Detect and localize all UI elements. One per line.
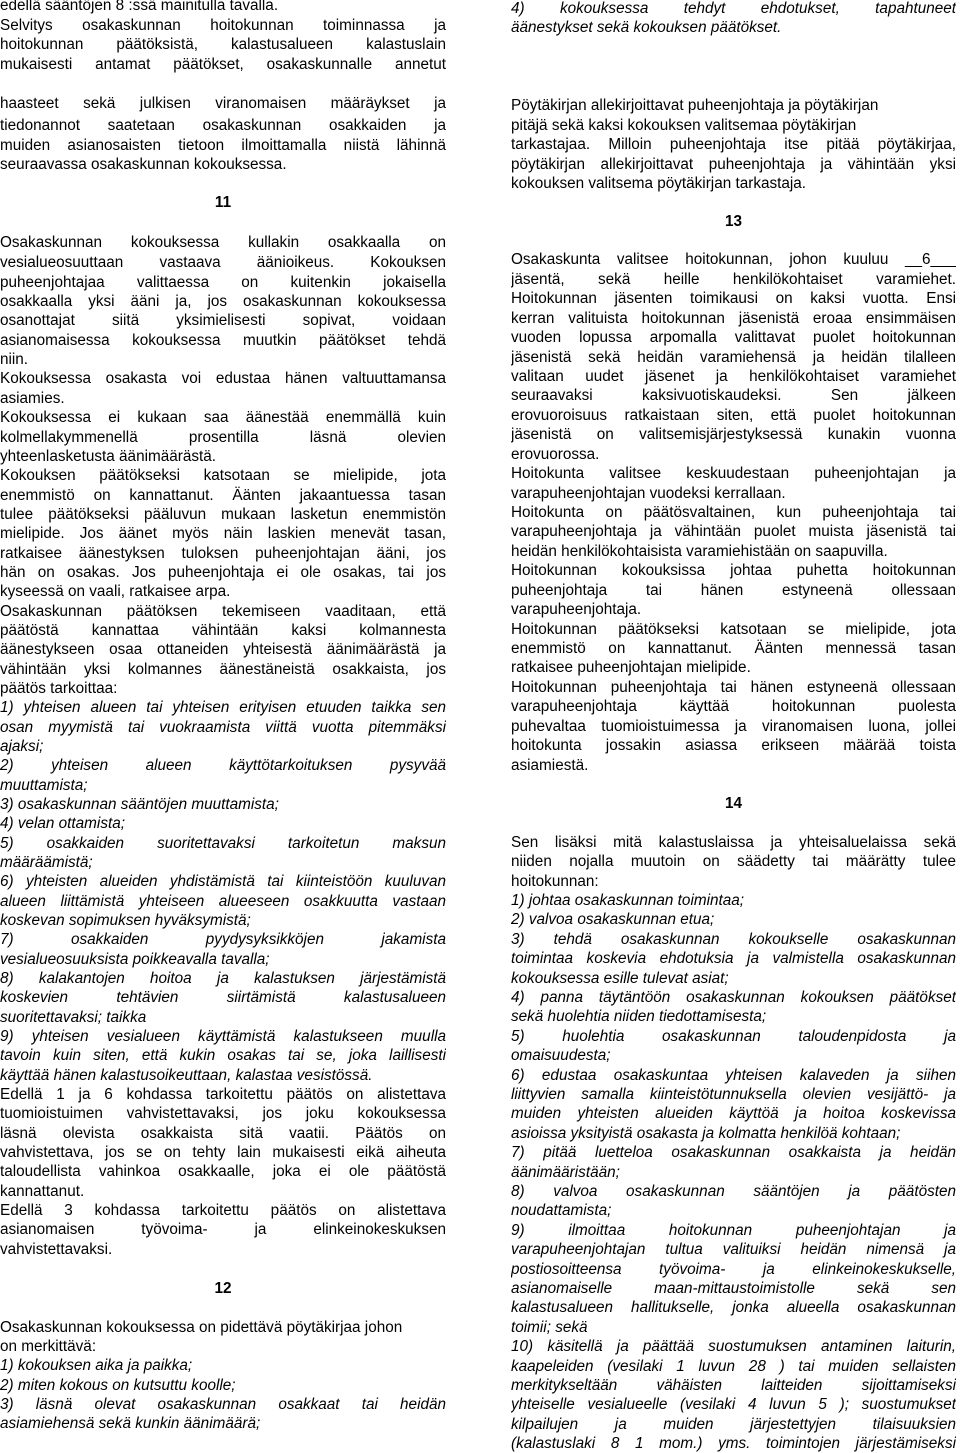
text-line: 5) huolehtia osakaskunnan taloudenpidosta ja [511, 1028, 956, 1045]
text-line: kannattanut. [0, 1183, 85, 1200]
text-line: varapuheenjohtajan vuodeksi kerrallaan. [511, 485, 786, 502]
text-line: toimii; sekä [511, 1319, 588, 1336]
text-line: noudattamista; [511, 1202, 612, 1219]
text-line: 4) kokouksessa tehdyt ehdotukset, tapahtuneet [511, 0, 956, 17]
text-line: kokouksessa esille tulevat asiat; [511, 970, 729, 987]
text-line: Osakaskunnan kokouksessa on pidettävä pöytäkirjaa johon [0, 1319, 403, 1336]
text-line: 1) yhteisen alueen tai yhteisen erityisen etuuden taikka sen [0, 699, 446, 716]
text-line: Kokouksessa ei kukaan saa äänestää enemmällä kuin [0, 409, 446, 426]
text-line: tavoin kuin siten, että kukin osakas tai se, joka laillisesti [0, 1047, 446, 1064]
text-line: osakkaalla yksi ääni ja, jos osakaskunnan kokouksessa [0, 293, 446, 310]
text-line: osanottajat siitä yksimielisesti sopivat, voidaan [0, 312, 446, 329]
text-line: läsnä olevista osakkaista sitä vaatii. Päätös on [0, 1125, 446, 1142]
text-line: yhteiselle vesialueelle (vesilaki 4 luvun 5 ); suostumukset [511, 1396, 956, 1413]
text-line: Pöytäkirjan allekirjoittavat puheenjohtaja ja pöytäkirjan [511, 97, 879, 114]
text-line: Hoitokunnan päätökseksi katsotaan se mielipide, jota [511, 621, 956, 638]
text-line: vahvistettavaksi. [0, 1241, 113, 1258]
text-line: kalastusalueen hallitukselle, jonka alueella osakaskunnan [511, 1299, 956, 1316]
text-line: asioissa yksityistä osakasta ja kolmatta henkilöä kohtaan; [511, 1125, 901, 1142]
text-line: heidän henkilökohtaisista varamiehistään on saapuvilla. [511, 543, 888, 560]
text-line: 8) valvoa osakaskunnan sääntöjen ja päätösten [511, 1183, 956, 1200]
text-line: Hoitokunnan puheenjohtaja tai hänen estyneenä ollessaan [511, 679, 956, 696]
text-line: pöytäkirjan allekirjoittavat puheenjohtaja ja vähintään yksi [511, 156, 956, 173]
text-line: tiedonannot saatetaan osakaskunnan osakkaiden ja [0, 117, 446, 134]
left-column [0, 0, 446, 1453]
text-line: alueen liittämistä yhteiseen alueeseen osakkuutta vastaan [0, 893, 446, 910]
text-line: tarkastajaa. Milloin puheenjohtaja itse pitää pöytäkirjaa, [511, 136, 956, 153]
text-line: 9) ilmoittaa hoitokunnan puheenjohtajan ja [511, 1222, 956, 1239]
text-line: merkitykseltään vähäisten laitteiden sijoittamiseksi [511, 1377, 956, 1394]
text-line: vahvistettava, jos se on tehty lain mukaisesti eikä aiheuta [0, 1144, 446, 1161]
text-line: 7) osakkaiden pyydysyksikköjen jakamista [0, 931, 446, 948]
text-line: hoitokunnan päätöksistä, kalastusalueen kalastuslain [0, 36, 446, 53]
text-line: tuomioistuimen vahvistettavaksi, jos joku kokouksessa [0, 1105, 446, 1122]
text-line: ratkaisee äänestyksen tuloksen puheenjohtajan ääni, jos [0, 545, 446, 562]
text-line: Edellä 3 kohdassa tarkoitettu päätös on alistettava [0, 1202, 446, 1219]
text-line: Hoitokunnan jäsenten toimikausi on kaksi vuotta. Ensi [511, 290, 956, 307]
text-line: seuraavaksi kaksivuotiskaudeksi. Sen jälkeen [511, 387, 956, 404]
text-line: suoritettavaksi; taikka [0, 1009, 147, 1026]
text-line: kerran valituista hoitokunnan jäsenistä eroaa ensimmäisen [511, 310, 956, 327]
text-line: 8) kalakantojen hoitoa ja kalastuksen järjestämistä [0, 970, 446, 987]
text-line: jäsentä, sekä heille henkilökohtaiset varamiehet. [511, 271, 956, 288]
text-line: mielipide. Jos äänet myös näin laskien menevät tasan, [0, 525, 446, 542]
text-line: varapuheenjohtajan tultua valituiksi heidän nimensä ja [511, 1241, 956, 1258]
text-line: yhteenlasketusta äänimäärästä. [0, 448, 216, 465]
text-line: varapuheenjohtaja ja vähintään puolet muista jäsenistä tai [511, 523, 956, 540]
text-line: ratkaisee puheenjohtajan mielipide. [511, 659, 751, 676]
text-line: haasteet sekä julkisen viranomaisen määräykset ja [0, 95, 446, 112]
text-line: sekä huolehtia niiden tiedottamisesta; [511, 1008, 767, 1025]
text-line: osan myymistä tai vuokraamista viittä vuotta pitemmäksi [0, 719, 446, 736]
text-line: päätös tarkoittaa: [0, 680, 118, 697]
text-line: 4) panna täytäntöön osakaskunnan kokouksen päätökset [511, 989, 956, 1006]
text-line: Hoitokunta valitsee keskuudestaan puheenjohtajan ja [511, 465, 956, 482]
text-line: kyseessä on vaali, ratkaisee arpa. [0, 583, 231, 600]
text-line: mukaisesti antamat päätökset, osakaskunnalle annetut [0, 56, 446, 73]
text-line: jäsenistä sekä heidän varamiehensä ja heidän tilalleen [511, 349, 956, 366]
section-heading: 14 [724, 795, 742, 812]
text-line: liittyvien samalla kiinteistötunnuksella olevien vesijättö- ja [511, 1086, 956, 1103]
text-line: 9) yhteisen vesialueen käyttämistä kalastukseen muulla [0, 1028, 446, 1045]
text-line: niiden nojalla muutoin on säädetty tai määrätty tulee [511, 853, 956, 870]
text-line: asiamies. [0, 390, 65, 407]
text-line: määräämistä; [0, 854, 93, 871]
text-line: niin. [0, 351, 29, 368]
text-line: Selvitys osakaskunnan hoitokunnan toiminnassa ja [0, 17, 446, 34]
text-line: 3) osakaskunnan sääntöjen muuttamista; [0, 796, 279, 813]
text-line: puheenjohtajaa valittaessa on kuitenkin jokaisella [0, 274, 446, 291]
text-line: kokouksen valitsema pöytäkirjan tarkastaja. [511, 175, 807, 192]
text-line: erovuorossa. [511, 446, 600, 463]
text-line: Hoitokunnan kokouksissa johtaa puhetta hoitokunnan [511, 562, 956, 579]
text-line: vesialueosuuttaan vastaava äänioikeus. Kokouksen [0, 254, 446, 271]
text-line: 4) velan ottamista; [0, 815, 125, 832]
text-line: kolmellakymmenellä prosentilla läsnä olevien [0, 429, 446, 446]
section-heading: 13 [724, 213, 742, 230]
text-line: käyttää hänen kalastusoikeuttaan, kalastaa vesistössä. [0, 1067, 373, 1084]
text-line: toimintaa koskevia ehdotuksia ja valmistella osakaskunnan [511, 950, 956, 967]
text-line: muuttamista; [0, 777, 88, 794]
text-line: Kokouksessa osakasta voi edustaa hänen valtuuttamansa [0, 370, 446, 387]
text-line: on merkittävä: [0, 1338, 97, 1355]
text-line: valitaan uudet jäsenet ja henkilökohtaiset varamiehet [511, 368, 956, 385]
text-line: Osakaskunta valitsee hoitokunnan, johon kuuluu __6___ [511, 251, 956, 268]
text-line: varapuheenjohtaja käyttää hoitokunnan puolesta [511, 698, 956, 715]
text-line: enemmistö on kannattanut. Äänten jakaantuessa tasan [0, 487, 446, 504]
text-line: pitäjä sekä kaksi kokouksen valitsemaa pöytäkirjan [511, 117, 857, 134]
text-line: 3) tehdä osakaskunnan kokoukselle osakaskunnan [511, 931, 956, 948]
text-line: Osakaskunnan päätöksen tekemiseen vaaditaan, että [0, 603, 446, 620]
text-line: enemmistö on kannattanut. Äänten mennessä tasan [511, 640, 956, 657]
text-line: edellä sääntöjen 8 :ssä mainitulla tavalla. [0, 0, 279, 14]
text-line: hän on osakas. Jos puheenjohtaja ei ole osakas, tai jos [0, 564, 446, 581]
text-line: asiamiestä. [511, 757, 589, 774]
text-line: taloudellista vahinkoa osakkaalle, joka ei ole päätöstä [0, 1163, 446, 1180]
text-line: 2) miten kokous on kutsuttu koolle; [0, 1377, 236, 1394]
text-line: hoitokunnan: [511, 873, 599, 890]
text-line: äänestykseen osaa ottaneiden yhteisestä äänimäärästä ja [0, 641, 446, 658]
text-line: vähintään yksi kolmannes äänestäneistä osakkaista, jos [0, 661, 446, 678]
text-line: äänestykset sekä kokouksen päätökset. [511, 19, 782, 36]
text-line: koskevien tehtävien siirtämistä kalastusalueen [0, 989, 446, 1006]
text-line: päätöstä kannattaa vähintään kaksi kolmannesta [0, 622, 446, 639]
text-line: 1) johtaa osakaskunnan toimintaa; [511, 892, 745, 909]
text-line: varapuheenjohtaja. [511, 601, 642, 618]
text-line: koskevan sopimuksen hyväksymistä; [0, 912, 251, 929]
right-column [511, 0, 956, 1453]
text-line: kaapeleiden (vesilaki 1 luvun 28 ) tai muiden sellaisten [511, 1358, 956, 1375]
text-line: 7) pitää luetteloa osakaskunnan osakkaista ja heidän [511, 1144, 956, 1161]
text-line: muiden asianosaisten tietoon ilmoittamalla niistä lähinnä [0, 137, 446, 154]
text-line: 6) edustaa osakaskuntaa yhteisen kalaveden ja siihen [511, 1067, 956, 1084]
text-line: Kokouksen päätökseksi katsotaan se mielipide, jota [0, 467, 446, 484]
text-line: muiden yhteisten alueiden käyttöä ja hoitoa koskevissa [511, 1105, 956, 1122]
text-line: vuoden lopussa arpomalla valittavat puolet hoitokunnan [511, 329, 956, 346]
text-line: tulee päätökseksi pääluvun mukaan lasketun enemmistön [0, 506, 446, 523]
text-line: Osakaskunnan kokouksessa kullakin osakkaalla on [0, 234, 446, 251]
text-line: äänimääristään; [511, 1164, 620, 1181]
text-line: (kalastuslaki 8 1 mom.) yms. toimintojen järjestämiseksi [511, 1435, 956, 1452]
text-line: erovuoroisuus ratkaistaan siten, että puolet hoitokunnan [511, 407, 956, 424]
text-line: 1) kokouksen aika ja paikka; [0, 1357, 193, 1374]
text-line: jäsenistä on valitsemisjärjestyksessä kunakin vuonna [511, 426, 956, 443]
text-line: 10) käsitellä ja päättää suostumuksen antaminen laiturin, [511, 1338, 956, 1355]
text-line: 2) yhteisen alueen käyttötarkoituksen pysyvää [0, 757, 446, 774]
text-line: asianomaiselle maan-mittaustoimistolle sekä sen [511, 1280, 956, 1297]
text-line: 5) osakkaiden suoritettavaksi tarkoitetun maksun [0, 835, 446, 852]
text-line: postiosoitteensa työvoima- ja elinkeinokeskukselle, [511, 1261, 956, 1278]
text-line: asianomaisessa kokouksessa muutkin päätökset tehdä [0, 332, 446, 349]
text-line: ajaksi; [0, 738, 44, 755]
text-line: 6) yhteisten alueiden yhdistämistä tai kiinteistöön kuuluvan [0, 873, 446, 890]
section-heading: 11 [214, 194, 232, 211]
text-line: kilpailujen ja muiden järjestettyjen tilaisuuksien [511, 1416, 956, 1433]
text-line: omaisuudesta; [511, 1047, 611, 1064]
text-line: asiamiehensä sekä kunkin äänimäärä; [0, 1415, 261, 1432]
text-line: Sen lisäksi mitä kalastuslaissa ja yhteisaluelaissa sekä [511, 834, 956, 851]
section-heading: 12 [214, 1280, 232, 1297]
text-line: asianomaisen työvoima- ja elinkeinokeskuksen [0, 1221, 446, 1238]
text-line: Hoitokunta on päätösvaltainen, kun puheenjohtaja tai [511, 504, 956, 521]
text-line: puhevaltaa tuomioistuimessa ja viranomaisen luona, jollei [511, 718, 956, 735]
text-line: vesialueosuuksista poikkeavalla tavalla; [0, 951, 270, 968]
text-line: puheenjohtaja tai hänen estyneenä ollessaan [511, 582, 956, 599]
text-line: 3) läsnä olevat osakaskunnan osakkaat tai heidän [0, 1396, 446, 1413]
text-line: hoitokunta jossakin asiassa erikseen määrää toista [511, 737, 956, 754]
text-line: 2) valvoa osakaskunnan etua; [511, 911, 715, 928]
text-line: seuraavassa osakaskunnan kokouksessa. [0, 156, 287, 173]
text-line: Edellä 1 ja 6 kohdassa tarkoitettu päätös on alistettava [0, 1086, 446, 1103]
